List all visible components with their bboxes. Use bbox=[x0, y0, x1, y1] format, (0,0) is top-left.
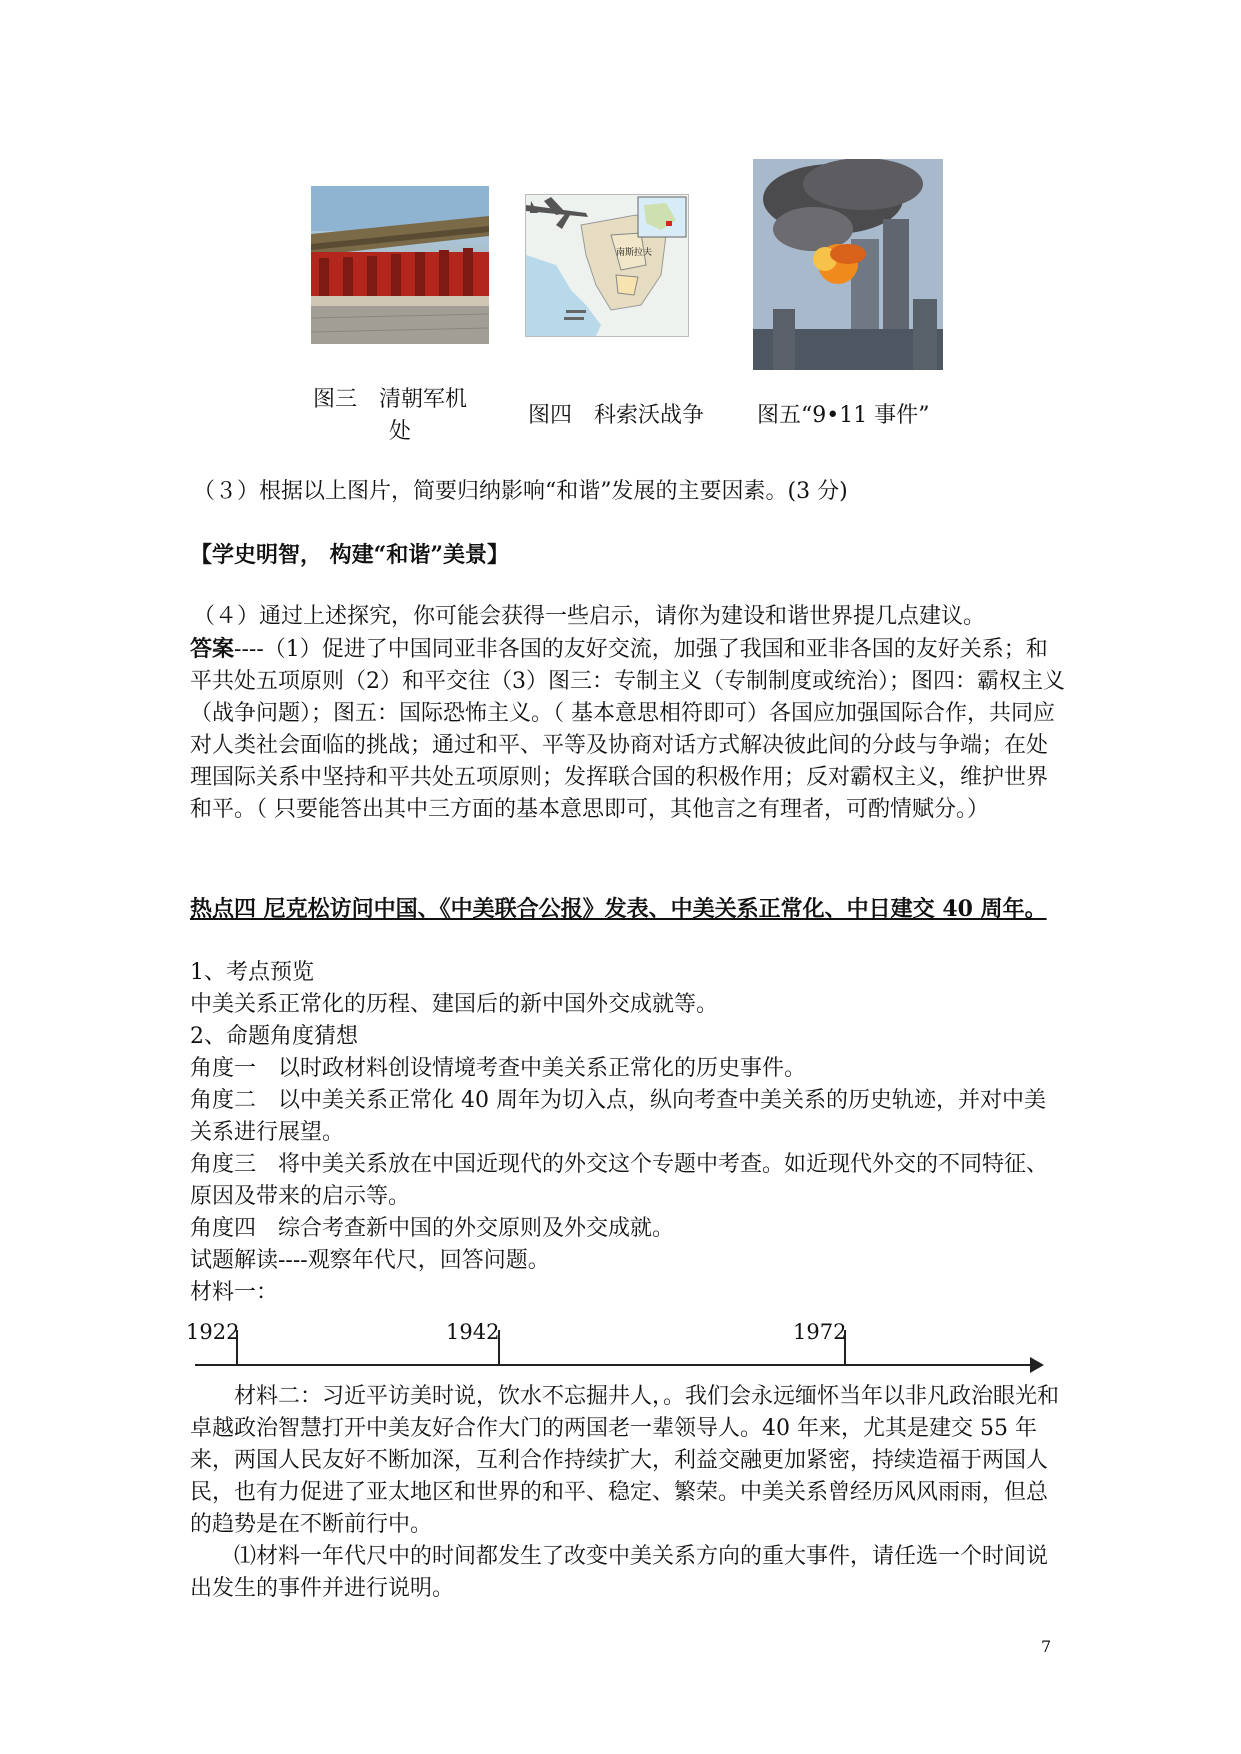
question-3: （３）根据以上图片，简要归纳影响“和谐”发展的主要因素。(3 分) bbox=[193, 479, 848, 504]
fig3-caption: 图三 清朝军机 bbox=[313, 387, 468, 412]
reading-instruction: 试题解读----观察年代尺，回答问题。 bbox=[190, 1248, 550, 1273]
line-4: 角度一 以时政材料创设情境考查中美关系正常化的历史事件。 bbox=[190, 1056, 807, 1081]
question-1: ⑴材料一年代尺中的时间都发生了改变中美关系方向的重大事件，请任选一个时间说出发生的事件并进行说明。 bbox=[190, 1544, 1049, 1601]
material-2: 材料二：习近平访美时说，饮水不忘掘井人，。我们会永远缅怀当年以非凡政治眼光和卓越政治智慧打开中美友好合作大门的两国老一辈领导人。40 年来，尤其是建交 55 年来，两国人民友好不断加深，互利合作持续扩大，利益交融更加紧密，持续造福于两国人民，也有力促进了亚太地区和世界的和平、稳定、繁荣。中美关系曾经历风风雨雨，但总的趋势是在不断前行中。 bbox=[190, 1384, 1060, 1537]
qing-military-office-photo bbox=[311, 186, 489, 344]
timeline-axis bbox=[195, 1364, 1040, 1366]
line-2: 中美关系正常化的历程、建国后的新中国外交成就等。 bbox=[190, 992, 719, 1017]
line-3: 2、命题角度猜想 bbox=[190, 1024, 358, 1049]
answer-label: 答案 bbox=[190, 636, 235, 662]
page-number: 7 bbox=[1041, 1637, 1052, 1656]
kosovo-war-map bbox=[525, 194, 689, 337]
question-4: （４）通过上述探究，你可能会获得一些启示，请你为建设和谐世界提几点建议。 bbox=[193, 604, 986, 629]
angle-3: 角度三 将中美关系放在中国近现代的外交这个专题中考查。如近现代外交的不同特征、原因及带来的启示等。 bbox=[190, 1152, 1049, 1209]
fig3-caption-cont: 处 bbox=[389, 419, 412, 444]
timeline-year-1942: 1942 bbox=[446, 1320, 500, 1344]
timeline-year-1972: 1972 bbox=[793, 1320, 847, 1344]
timeline-arrow-icon bbox=[1030, 1357, 1046, 1373]
angle-2: 角度二 以中美关系正常化 40 周年为切入点，纵向考查中美关系的历史轨迹，并对中美关系进行展望。 bbox=[190, 1088, 1046, 1145]
angle-4: 角度四 综合考查新中国的外交原则及外交成就。 bbox=[190, 1216, 675, 1241]
answer-text: ----（1）促进了中国同亚非各国的友好交流，加强了我国和亚非各国的友好关系；和平共处五项原则（2）和平交往（3）图三：专制主义（专制制度或统治）；图四：霸权主义（战争问题）；图五：国际恐怖主义。（ 基本意思相符即可）各国应加强国际合作，共同应对人类社会面临的挑战；通过和平、平等及协商对话方式解决彼此间的分歧与争端；在处理国际关系中坚持和平共处五项原则；发挥联合国的积极作用；反对霸权主义，维护世界和平。（ 只要能答出其中三方面的基本意思即可，其他言之有理者，可酌情赋分。） bbox=[190, 637, 1065, 822]
september-11-photo bbox=[753, 159, 943, 370]
hotspot-title: 热点四 尼克松访问中国、《中美联合公报》发表、中美关系正常化、中日建交 40 周年。 bbox=[190, 896, 1047, 922]
material-1-label: 材料一： bbox=[190, 1280, 279, 1305]
map-label: 南斯拉夫 bbox=[616, 248, 653, 258]
timeline-year-1922: 1922 bbox=[186, 1320, 240, 1344]
line-1: 1、考点预览 bbox=[190, 960, 314, 985]
fig5-caption: 图五“9•11 事件” bbox=[757, 403, 930, 428]
fig4-caption: 图四 科索沃战争 bbox=[528, 403, 705, 428]
section-heading: 【学史明智， 构建“和谐”美景】 bbox=[190, 542, 509, 568]
answer-paragraph bbox=[190, 633, 1065, 826]
